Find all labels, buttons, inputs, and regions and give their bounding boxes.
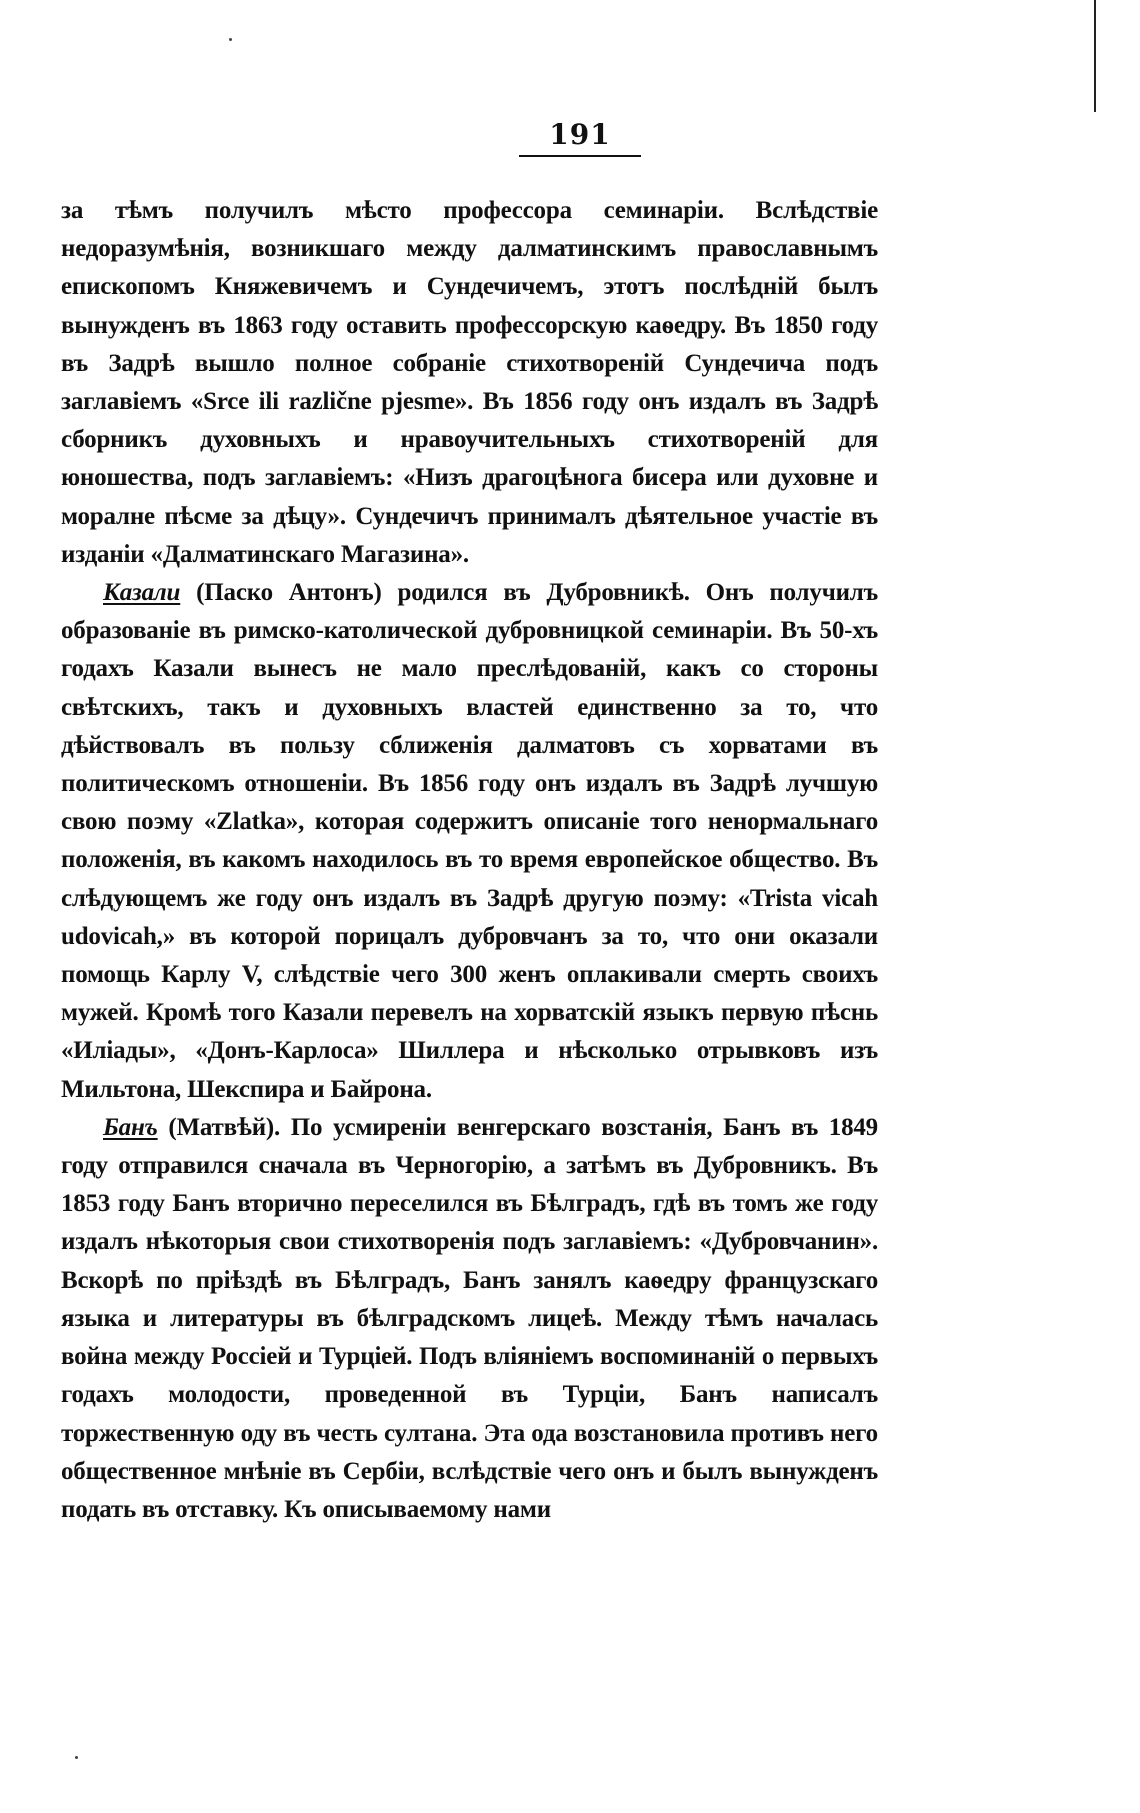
paragraph-sundecic <box>61 192 878 574</box>
paragraph-text: (Матвѣй). По усмиреніи венгерскаго возстанія, Банъ въ 1849 году отправился сначала въ Черногорію, а затѣмъ въ Дубровникъ. Въ 1853 году Банъ вторично переселился въ Бѣлградъ, гдѣ въ томъ же году издалъ нѣкоторыя свои стихотворенія подъ заглавіемъ: «Дубровчанин». Вскорѣ по пріѣздѣ въ Бѣлградъ, Банъ занялъ каѳедру французскаго языка и литературы въ бѣлградскомъ лицеѣ. Между тѣмъ началась война между Россіей и Турціей. Подъ вліяніемъ воспоминаній о первыхъ годахъ молодости, проведенной въ Турціи, Банъ написалъ торжественную оду въ честь султана. Эта ода возстановила противъ него общественное мнѣніе въ Сербіи, вслѣдствіе чего онъ и былъ вынужденъ подать въ отставку. Къ описываемому нами <box>61 1113 878 1523</box>
paragraph-text: (Паско Антонъ) родился въ Дубровникѣ. Онъ получилъ образованіе въ римско-католической дубровницкой семинаріи. Въ 50-хъ годахъ Казали вынесъ не мало преслѣдованій, какъ со стороны свѣтскихъ, такъ и духовныхъ властей единственно за то, что дѣйствовалъ въ пользу сближенія далматовъ съ хорватами въ политическомъ отношеніи. Въ 1856 году онъ издалъ въ Задрѣ лучшую свою поэму «Zlatka», которая содержитъ описаніе того ненормальнаго положенія, въ какомъ находилось въ то время европейское общество. Въ слѣдующемъ же году онъ издалъ въ Задрѣ другую поэму: «Trista vicah udovicah,» въ которой порицалъ дубровчанъ за то, что они оказали помощь Карлу V, слѣдствіе чего 300 женъ оплакивали смерть своихъ мужей. Кромѣ того Казали перевелъ на хорватскій языкъ первую пѣснь «Иліады», «Донъ-Карлоса» Шиллера и нѣсколько отрывковъ изъ Мильтона, Шекспира и Байрона. <box>61 579 878 1103</box>
entry-name: Казали <box>103 579 181 607</box>
body-text <box>61 192 878 1529</box>
page-header <box>0 118 1140 157</box>
print-speck <box>229 38 232 41</box>
page-number: 191 <box>519 118 640 157</box>
paragraph-text: за тѣмъ получилъ мѣсто профессора семинаріи. Вслѣдствіе недоразумѣнія, возникшаго между далматинскимъ православнымъ епископомъ Княжевичемъ и Сундечичемъ, этотъ послѣдній былъ вынужденъ въ 1863 году оставить профессорскую каѳедру. Въ 1850 году въ Задрѣ вышло полное собраніе стихотвореній Сундечича подъ заглавіемъ «Srce ili različne pjesme». Въ 1856 году онъ издалъ въ Задрѣ сборникъ духовныхъ и нравоучительныхъ стихотвореній для юношества, подъ заглавіемъ: «Низъ драгоцѣнога бисера или духовне и моралне пѣсме за дѣцу». Сундечичъ принималъ дѣятельное участіе въ изданіи «Далматинскаго Магазина». <box>61 197 878 568</box>
page-edge-line <box>1094 0 1096 112</box>
paragraph-ban <box>61 1109 878 1529</box>
entry-name: Банъ <box>103 1113 158 1141</box>
print-speck <box>75 1756 78 1759</box>
paragraph-kazali <box>61 574 878 1109</box>
